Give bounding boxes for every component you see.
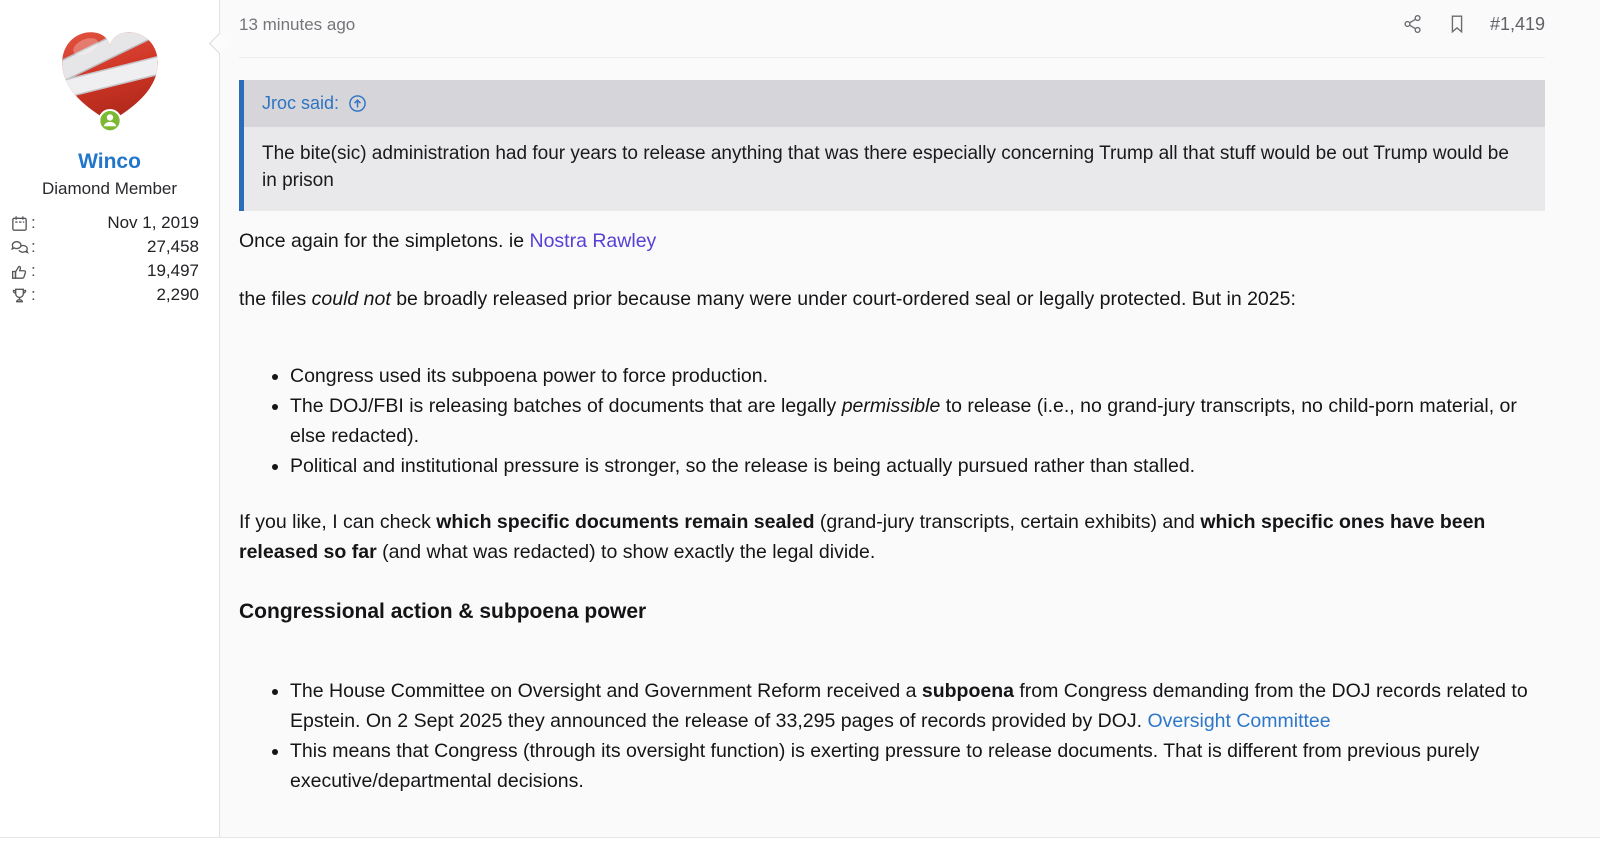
post-header (239, 0, 1545, 58)
list-item (290, 736, 1545, 796)
text-segment: to release (i.e., no grand-jury transcripts, no child-porn material, or else redacted). (290, 395, 1517, 447)
post-timestamp[interactable]: 13 minutes ago (239, 15, 356, 34)
user-stats (0, 211, 219, 307)
text-segment: Political and institutional pressure is stronger, so the release is being actually pursued rather than stalled. (290, 455, 1196, 477)
quote-block (239, 80, 1545, 211)
nostra-rawley-link[interactable]: Nostra Rawley (529, 230, 657, 252)
stat-separator: : (31, 213, 36, 232)
user-avatar[interactable] (49, 16, 171, 138)
username-link[interactable]: Winco (78, 150, 141, 173)
text-segment: This means that Congress (through its oversight function) is exerting pressure to release documents. That is different from previous purely executive/departmental decisions. (290, 740, 1480, 792)
thumbs-up-icon (10, 261, 30, 281)
text-segment: The DOJ/FBI is releasing batches of documents that are legally (290, 395, 842, 417)
quote-text: The bite(sic) administration had four years to release anything that was there especially concerning Trump all that stuff would be out Trump would be in prison (244, 127, 1545, 211)
list-item (290, 391, 1545, 451)
text-segment-italic: could not (311, 288, 391, 310)
stat-separator: : (31, 237, 36, 256)
bookmark-icon[interactable] (1446, 13, 1468, 35)
arrow-up-circle-icon[interactable] (348, 94, 367, 113)
messages-icon (10, 237, 30, 257)
post-header-actions (1402, 13, 1545, 35)
text-segment-bold: which specific ones have been released so far (239, 511, 1486, 563)
text-segment: from Congress demanding from the DOJ records related to Epstein. On 2 Sept 2025 they announced the release of 33,295 pages of records provided by DOJ. (290, 680, 1528, 732)
share-icon[interactable] (1402, 13, 1424, 35)
author-sidebar (0, 0, 220, 837)
stat-reaction-score (10, 259, 199, 283)
text-segment: (grand-jury transcripts, certain exhibits) and (814, 511, 1201, 533)
message-body (239, 80, 1545, 796)
paragraph-offer (239, 507, 1545, 567)
bullet-list-congress (239, 676, 1545, 796)
stat-joined-value: Nov 1, 2019 (107, 213, 199, 232)
calendar-icon (10, 213, 30, 233)
list-item (290, 676, 1545, 736)
stat-points-value: 2,290 (156, 285, 199, 304)
text-segment: The House Committee on Oversight and Government Reform received a (290, 680, 922, 702)
trophy-icon (10, 285, 30, 305)
user-title: Diamond Member (41, 179, 178, 198)
oversight-committee-link[interactable]: Oversight Committee (1147, 710, 1331, 732)
list-item (290, 361, 1545, 391)
list-item (290, 451, 1545, 481)
text-segment-italic: permissible (841, 395, 941, 417)
text-segment: Once again for the simpletons. ie (239, 230, 530, 252)
bullet-list-2025 (239, 361, 1545, 481)
stat-points (10, 283, 199, 307)
quote-attribution-text[interactable]: Jroc said: (262, 93, 340, 113)
stat-messages-value: 27,458 (147, 237, 199, 256)
post-content (220, 0, 1600, 837)
stat-joined (10, 211, 199, 235)
text-segment: be broadly released prior because many were under court-ordered seal or legally protected. But in 2025: (390, 288, 1296, 310)
paragraph-files (239, 284, 1545, 314)
text-segment-bold: subpoena (921, 680, 1014, 702)
stat-reaction-value: 19,497 (147, 261, 199, 280)
stat-separator: : (31, 261, 36, 280)
post-number-link[interactable]: #1,419 (1489, 13, 1545, 34)
text-segment: Congress used its subpoena power to force production. (290, 365, 769, 387)
online-status-badge (99, 110, 120, 131)
quote-attribution[interactable] (244, 80, 1545, 127)
paragraph-intro (239, 226, 1545, 256)
text-segment: the files (239, 288, 312, 310)
text-segment: If you like, I can check (239, 511, 437, 533)
stat-separator: : (31, 285, 36, 304)
text-segment-bold: which specific documents remain sealed (436, 511, 815, 533)
section-heading: Congressional action & subpoena power (239, 600, 647, 623)
text-segment: (and what was redacted) to show exactly the legal divide. (376, 541, 876, 563)
stat-messages (10, 235, 199, 259)
mending-heart-icon (49, 16, 171, 138)
